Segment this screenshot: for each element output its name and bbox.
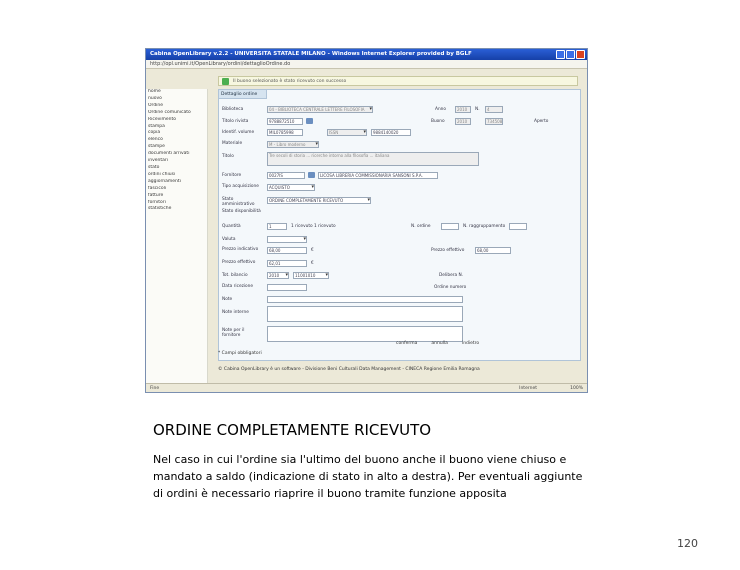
nav-item[interactable]: Ricevimento	[148, 116, 177, 122]
label-identif: Identif. volume	[222, 130, 255, 135]
label-ordine-numero: Ordine numero	[434, 285, 467, 290]
nav-item[interactable]: elenco	[148, 137, 163, 143]
nav-item[interactable]: stato	[148, 164, 160, 170]
security-zone: Internet	[519, 386, 537, 391]
label-note: Note	[222, 297, 233, 302]
tab-order-detail[interactable]: Dettaglio ordine	[219, 90, 267, 99]
confirm-button[interactable]: conferma	[396, 341, 418, 346]
tipo-acquisizione-select[interactable]: ACQUISTO ▾	[267, 184, 315, 191]
nav-item[interactable]: Ordine comunicato	[148, 109, 191, 115]
browser-screenshot	[145, 48, 588, 393]
stato-amministrativo-select[interactable]: ORDINE COMPLETAMENTE RICEVUTO ▾	[267, 197, 371, 204]
label-n-raggruppamento: N. raggruppamento	[463, 224, 506, 229]
titolo-field[interactable]: Tre secoli di storia ... ricerche intorno alla filosofia ... italiana	[267, 152, 479, 166]
label-materiale: Materiale	[222, 141, 243, 146]
nav-item[interactable]: nuovo	[148, 95, 162, 101]
maximize-icon[interactable]	[566, 50, 575, 59]
valuta-select[interactable]	[267, 236, 307, 243]
slide-title: ORDINE COMPLETAMENTE RICEVUTO	[153, 421, 432, 439]
nav-item[interactable]: stampe	[148, 144, 165, 150]
cancel-button[interactable]: annulla	[431, 341, 448, 346]
nav-item[interactable]: fornitori	[148, 199, 166, 205]
buono-field[interactable]: 4	[485, 106, 503, 113]
label-fornitore: Fornitore	[222, 173, 242, 178]
label-titolo-rivista: Titolo rivista	[222, 119, 249, 124]
nav-item[interactable]: fascicoli	[148, 185, 167, 191]
nav-item[interactable]: ordini chiusi	[148, 171, 176, 177]
nav-item[interactable]: Ordine	[148, 102, 164, 108]
label-quantita: Quantità	[222, 224, 241, 229]
note-interne-field[interactable]	[267, 306, 463, 322]
status-text: Fine	[150, 386, 160, 391]
note-fornitore-field[interactable]	[267, 326, 463, 342]
note-field[interactable]	[267, 296, 463, 303]
materiale-select[interactable]: M - Libro moderno ▾	[267, 141, 319, 148]
identif-field[interactable]: MIL0785998	[267, 129, 303, 136]
label-titolo: Titolo	[222, 154, 234, 159]
label-aperto: Aperto	[534, 119, 549, 124]
currency-symbol: €	[311, 248, 314, 253]
label-note-interne: Note interne	[222, 310, 249, 315]
label-delibera: Delibera N.	[439, 273, 464, 278]
search-icon[interactable]	[306, 118, 313, 124]
nav-item[interactable]: home	[148, 89, 161, 94]
label-n-ordine: N. ordine	[411, 224, 431, 229]
anno-field[interactable]: 2010	[455, 106, 471, 113]
label-tot-bilancio: Tot. bilancio	[222, 273, 248, 278]
identif-type-select[interactable]: ISSN ▾	[327, 129, 367, 136]
page-footer: © Cabina OpenLibrary è un software - Divisione Beni Culturali Data Management - CINECA Regione Emilia Romagna	[218, 367, 480, 372]
minimize-icon[interactable]	[556, 50, 565, 59]
success-notice	[218, 76, 578, 86]
window-titlebar	[146, 49, 587, 60]
label-buono: Buono	[431, 119, 445, 124]
nav-item[interactable]: fatture	[148, 192, 164, 198]
required-legend: * Campi obbligatori	[218, 351, 262, 356]
check-icon	[222, 78, 229, 85]
fornitore-code-field[interactable]: 0027IS	[267, 172, 305, 179]
order-detail-form	[218, 89, 581, 361]
label-note-fornitore: Note per il fornitore	[222, 328, 245, 338]
label-tipo-acquisizione: Tipo acquisizione	[222, 184, 259, 189]
label-prezzo-effettivo: Prezzo effettivo	[431, 248, 465, 253]
biblioteca-select[interactable]: 04 - BIBLIOTECA CENTRALE LETTERE FILOSOFIA ▾	[267, 106, 373, 113]
left-navigation	[146, 89, 208, 385]
nav-item[interactable]: inventari	[148, 158, 169, 164]
action-bar	[396, 341, 479, 346]
bilancio-code-select[interactable]: 11001010 ▾	[293, 272, 329, 279]
importo-field[interactable]: 62,01	[267, 260, 307, 267]
data-ricezione-field[interactable]	[267, 284, 307, 291]
label-data-ricezione: Data ricezione	[222, 284, 254, 289]
label-anno: Anno	[435, 107, 447, 112]
label-prezzo-indicativo: Prezzo indicativo	[222, 247, 259, 252]
label-biblioteca: Biblioteca	[222, 107, 244, 112]
page-number: 120	[677, 537, 698, 550]
close-icon[interactable]	[576, 50, 585, 59]
identif2-field[interactable]: 9884140020	[371, 129, 411, 136]
label-valuta: Valuta	[222, 237, 236, 242]
zoom-level[interactable]: 100%	[570, 386, 583, 391]
buono2-field[interactable]: 734508	[487, 119, 503, 124]
status-bar	[146, 383, 587, 392]
window-title: Cabina OpenLibrary v.2.2 - UNIVERSITA STATALE MILANO - Windows Internet Explorer provided by BGLF	[150, 51, 472, 57]
nav-item[interactable]: statistiche	[148, 206, 172, 212]
fornitore-name-field[interactable]: LICOSA LIBRERIA COMMISSIONARIA SANSONI S.P.A.	[318, 172, 438, 179]
nav-item[interactable]: aggiornamenti	[148, 178, 181, 184]
address-bar[interactable]: http://opl.unimi.it/OpenLibrary/ordini/dettaglioOrdine.do	[146, 60, 587, 69]
titolo-rivista-field[interactable]: 9788872510	[267, 118, 303, 125]
n-raggruppamento-field[interactable]	[509, 223, 527, 230]
label-stato-disponibilita: Stato disponibilità	[222, 209, 261, 214]
nav-item[interactable]: stampa	[148, 123, 165, 129]
back-button[interactable]: indietro	[461, 341, 480, 346]
nav-item[interactable]: copia	[148, 130, 161, 136]
bilancio-year-select[interactable]: 2010 ▾	[267, 272, 289, 279]
anno2-field[interactable]: 2010	[455, 118, 471, 125]
slide-body: Nel caso in cui l'ordine sia l'ultimo del buono anche il buono viene chiuso e mandato a saldo (indicazione di stato in alto a destra). Per eventuali aggiunte di ordini è necessario riaprire il buono tramite funzione apposita	[153, 453, 583, 500]
currency-symbol: €	[311, 261, 314, 266]
notice-text: Il buono selezionato è stato ricevuto con successo	[233, 79, 347, 84]
n-ordine-field[interactable]	[441, 223, 459, 230]
label-tot-bilancio-row: Prezzo effettivo	[222, 260, 256, 265]
quantita-note: 1 ricevuto 1 ricevuto	[291, 224, 336, 229]
prezzo-indicativo-field[interactable]: 68,00	[267, 247, 307, 254]
search-icon[interactable]	[308, 172, 315, 178]
prezzo-effettivo-field[interactable]: 68,00	[475, 247, 511, 254]
label-n: N.	[475, 107, 480, 112]
nav-item[interactable]: documenti arrivati	[148, 151, 190, 157]
quantita-field[interactable]: 1	[267, 223, 287, 230]
label-stato-amministrativo: Stato amministrativo	[222, 197, 255, 207]
